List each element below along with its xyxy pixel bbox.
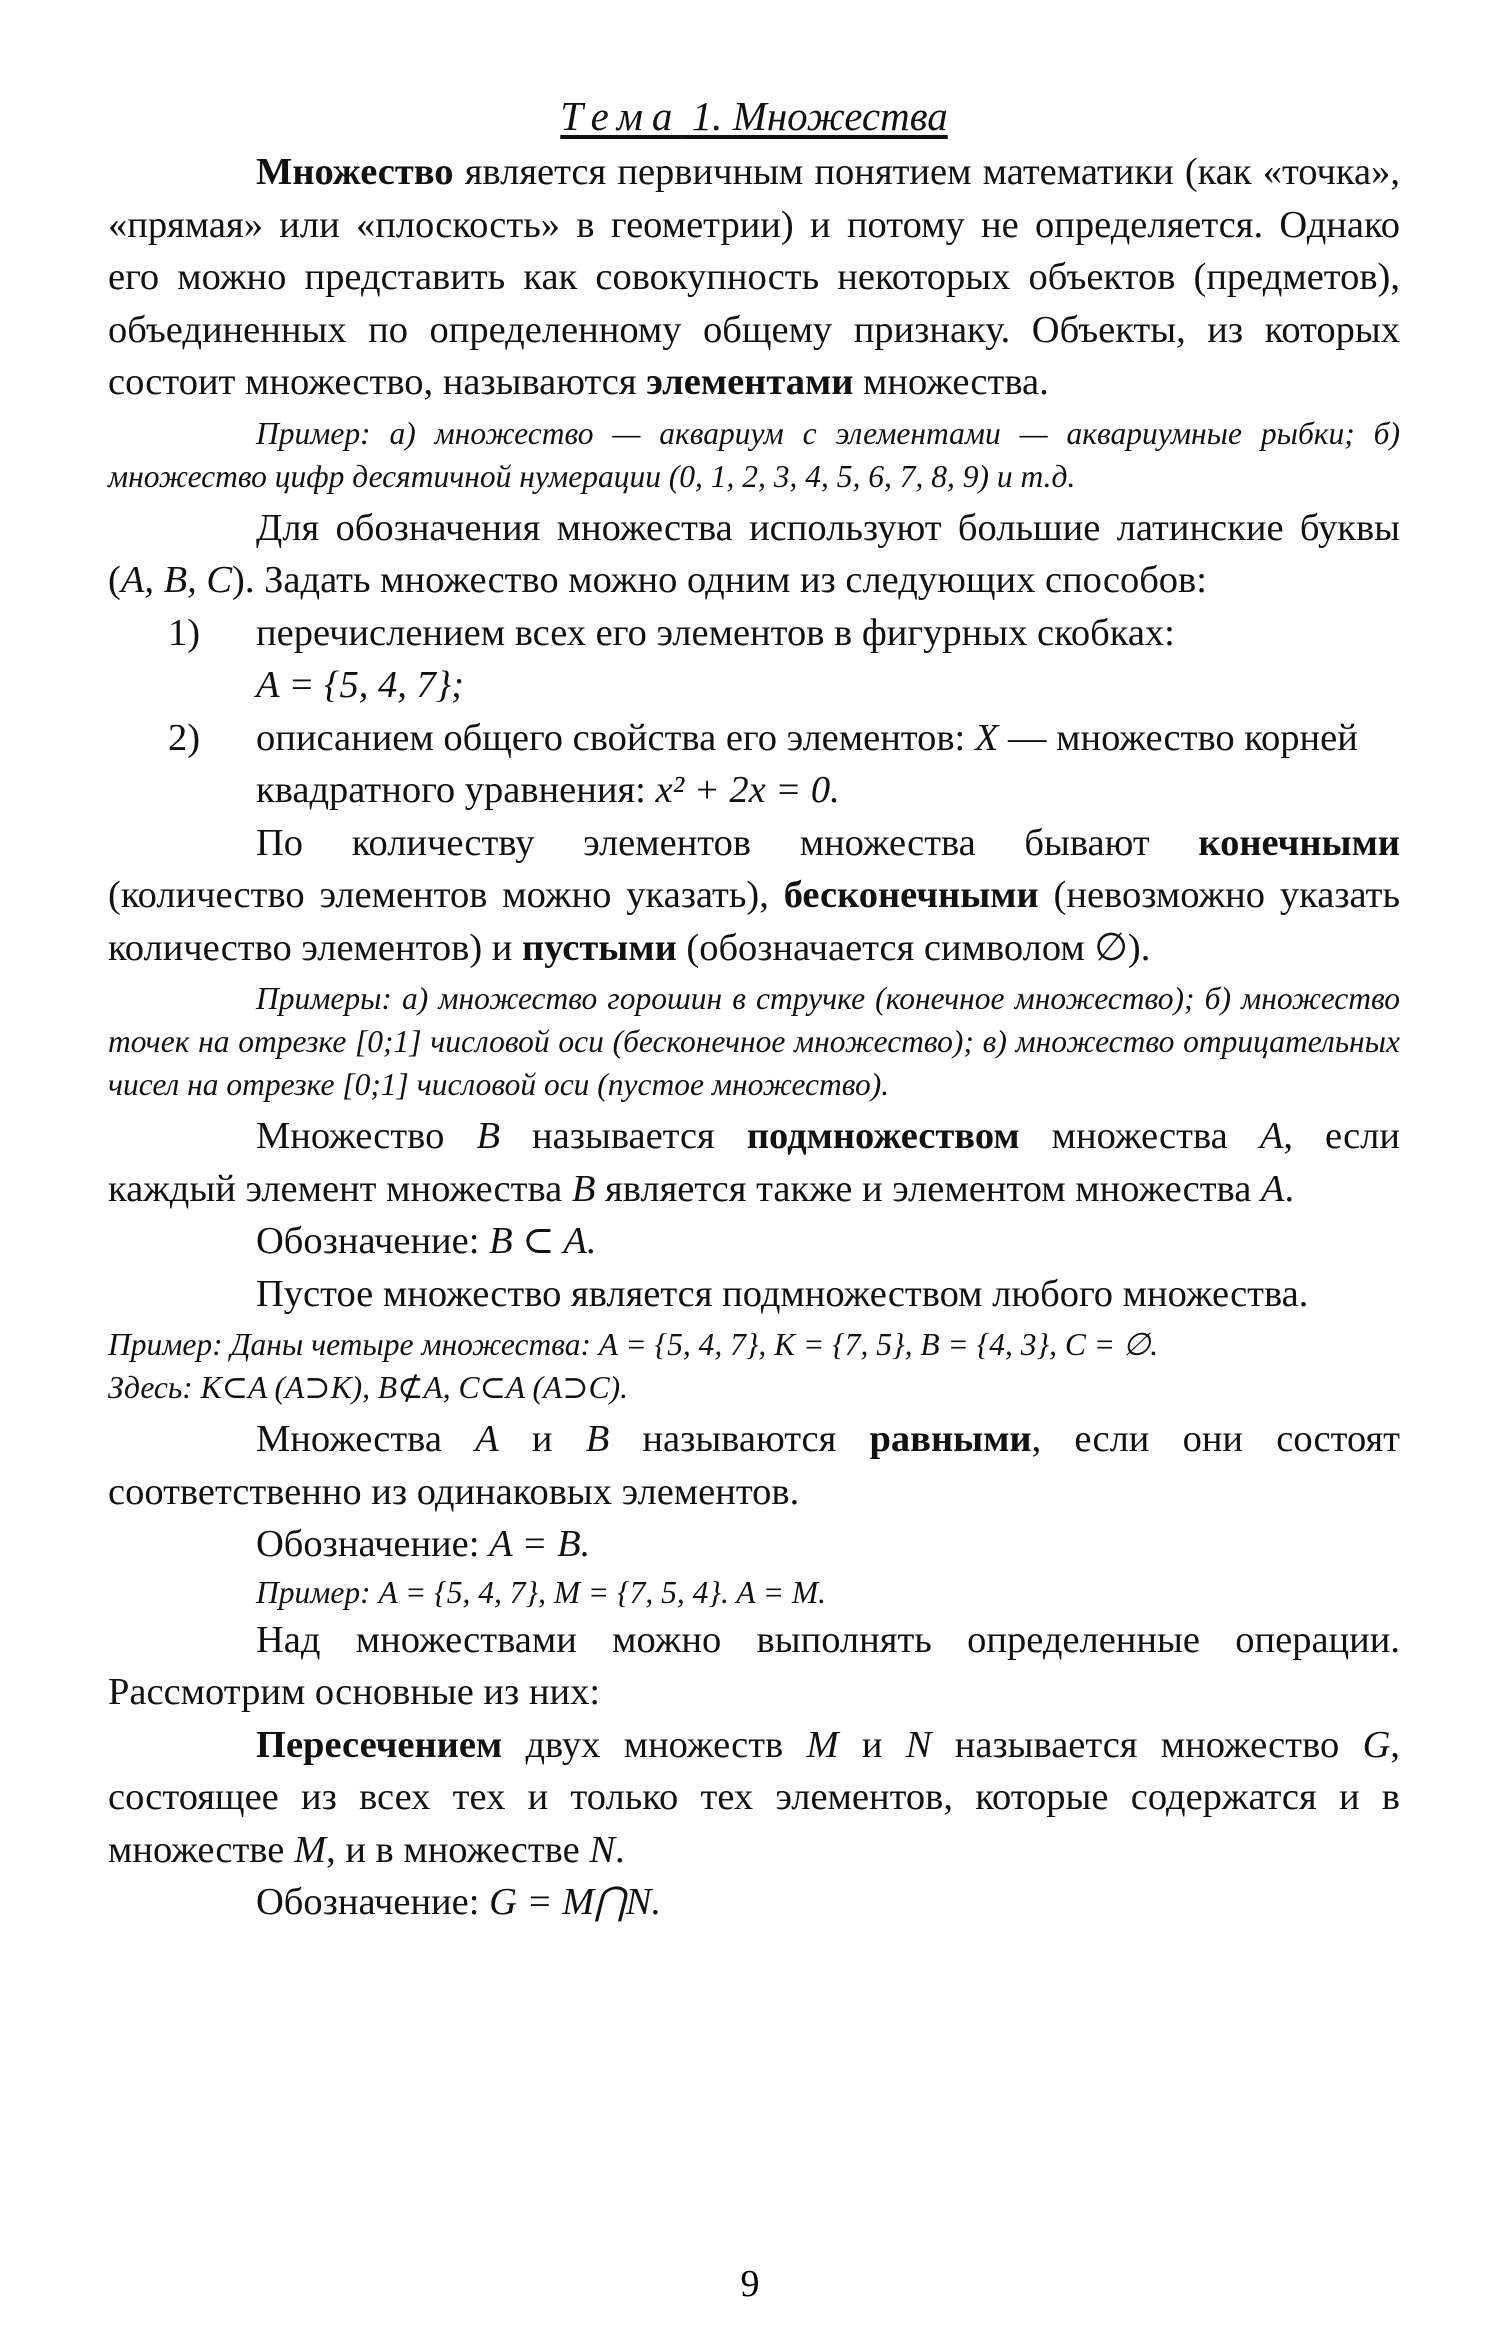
- page-number: 9: [740, 2263, 760, 2305]
- notation-intersection: Обозначение: G = M⋂N.: [256, 1881, 662, 1923]
- notation-subset: Обозначение: B ⊂ A.: [256, 1220, 597, 1262]
- paragraph-set-definition: Множество является первичным понятием математики (как «точка», «прямая» или «плоскость» в геометрии) и потому не определяется. Однако его можно представить как совокупность некоторых объектов (предметов), объединенных по определенному общему признаку. Объекты, из которых состоит множество, называются элементами множества.: [108, 151, 1400, 403]
- paragraph-operations: Над множествами можно выполнять определенные операции. Рассмотрим основные из них:: [108, 1618, 1400, 1713]
- example-3: Пример: Даны четыре множества: A = {5, 4, 7}, K = {7, 5}, B = {4, 3}, C = ∅. Здесь: K⊂A (A⊃K), B⊄A, C⊂A (A⊃C).: [108, 1327, 1159, 1405]
- paragraph-set-kinds: По количеству элементов множества бывают конечными (количество элементов можно указать), бесконечными (невозможно указать количество элементов) и пустыми (обозначается символом ∅).: [108, 821, 1400, 970]
- paragraph-intersection: Пересечением двух множеств M и N называется множество G, состоящее из всех тех и только тех элементов, которые содержатся и в множестве M, и в множестве N.: [108, 1723, 1400, 1871]
- example-2: Примеры: а) множество горошин в стручке (конечное множество); б) множество точек на отрезке [0;1] числовой оси (бесконечное множество); в) множество отрицательных чисел на отрезке [0;1] числовой оси (пустое множество).: [108, 981, 1400, 1102]
- section-title: Тема 1. Множества: [560, 93, 948, 139]
- paragraph-equal-sets: Множества A и B называются равными, если они состоят соответственно из одинаковых элементов.: [108, 1418, 1400, 1513]
- list-item: 2) описанием общего свойства его элементов: X — множество корней квадратного уравнения: x² + 2x = 0.: [168, 716, 1358, 811]
- example-1: Пример: а) множество — аквариум с элементами — аквариумные рыбки; б) множество цифр десятичной нумерации (0, 1, 2, 3, 4, 5, 6, 7, 8, 9) и т.д.: [108, 415, 1400, 494]
- list-item: 1) перечислением всех его элементов в фигурных скобках: A = {5, 4, 7};: [168, 611, 1175, 706]
- paragraph-empty-subset: Пустое множество является подмножеством любого множества.: [256, 1272, 1309, 1315]
- methods-list: [108, 607, 1400, 817]
- example-4: Пример: A = {5, 4, 7}, M = {7, 5, 4}. A = M.: [256, 1574, 826, 1610]
- paragraph-subset: Множество B называется подмножеством множества A, если каждый элемент множества B является также и элементом множества A.: [108, 1115, 1400, 1210]
- paragraph-notation: Для обозначения множества используют большие латинские буквы (A, B, C). Задать множество можно одним из следующих способов:: [108, 506, 1400, 601]
- notation-equal: Обозначение: A = B.: [256, 1523, 591, 1565]
